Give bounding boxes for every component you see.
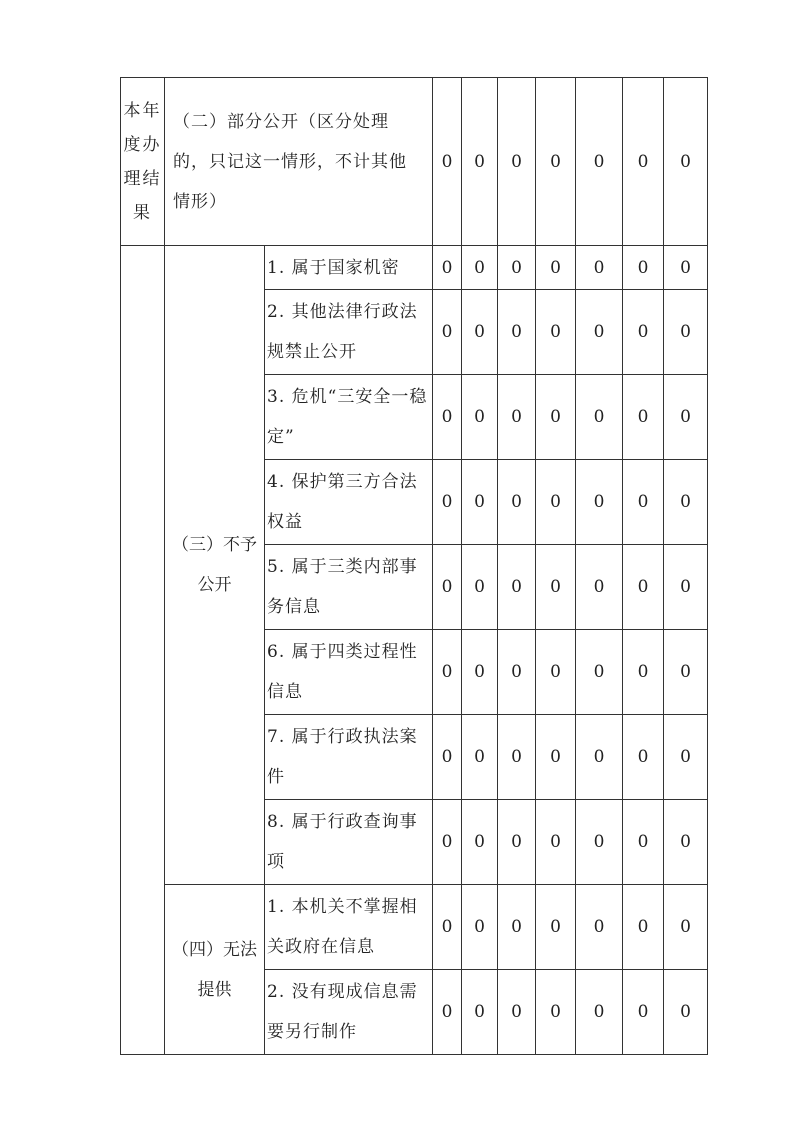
table-cell: 0 [623, 290, 664, 375]
table-cell: 0 [664, 970, 708, 1055]
table-row [121, 246, 708, 290]
table-cell: 0 [433, 885, 462, 970]
table-cell: 0 [433, 800, 462, 885]
table-cell: 0 [536, 375, 576, 460]
table-cell: 0 [498, 290, 536, 375]
cannot-provide-label: （四）无法提供 [165, 885, 265, 1055]
table-cell: 0 [433, 78, 462, 246]
table-cell: 0 [536, 545, 576, 630]
table-cell: 0 [462, 246, 498, 290]
reason-label: 1. 本机关不掌握相关政府在信息 [265, 885, 433, 970]
table-cell: 0 [664, 375, 708, 460]
table-cell: 0 [623, 545, 664, 630]
table-cell: 0 [433, 545, 462, 630]
category-label: 本年度办理结果 [121, 78, 165, 246]
table-cell: 0 [576, 630, 623, 715]
table-cell: 0 [664, 885, 708, 970]
table-cell: 0 [536, 630, 576, 715]
table-cell: 0 [433, 630, 462, 715]
table-cell: 0 [664, 715, 708, 800]
disclosure-results-table [120, 77, 708, 1055]
table-cell: 0 [576, 715, 623, 800]
table-cell: 0 [536, 800, 576, 885]
table-cell: 0 [498, 460, 536, 545]
table-cell: 0 [623, 970, 664, 1055]
table-cell: 0 [623, 375, 664, 460]
table-cell: 0 [462, 545, 498, 630]
table-cell: 0 [433, 375, 462, 460]
table-cell: 0 [664, 290, 708, 375]
reason-label: 8. 属于行政查询事项 [265, 800, 433, 885]
table-cell: 0 [536, 715, 576, 800]
table-cell: 0 [498, 885, 536, 970]
table-cell: 0 [498, 970, 536, 1055]
table-row [121, 78, 708, 246]
reason-label: 6. 属于四类过程性信息 [265, 630, 433, 715]
table-cell: 0 [664, 545, 708, 630]
table-cell: 0 [536, 290, 576, 375]
reason-label: 5. 属于三类内部事务信息 [265, 545, 433, 630]
not-open-label: （三）不予公开 [165, 246, 265, 885]
table-cell: 0 [462, 375, 498, 460]
table-cell: 0 [664, 630, 708, 715]
table-cell: 0 [433, 970, 462, 1055]
table-cell: 0 [462, 460, 498, 545]
table-cell: 0 [498, 246, 536, 290]
reason-label: 3. 危机“三安全一稳定” [265, 375, 433, 460]
table-cell: 0 [536, 78, 576, 246]
table-cell: 0 [623, 78, 664, 246]
table-cell: 0 [623, 630, 664, 715]
table-cell: 0 [462, 800, 498, 885]
category-continuation-cell [121, 246, 165, 1055]
table-cell: 0 [576, 885, 623, 970]
table-cell: 0 [498, 800, 536, 885]
table-row [121, 885, 708, 970]
table-cell: 0 [576, 545, 623, 630]
table-cell: 0 [498, 630, 536, 715]
table-cell: 0 [576, 970, 623, 1055]
table-cell: 0 [498, 78, 536, 246]
table-cell: 0 [462, 630, 498, 715]
table-cell: 0 [433, 460, 462, 545]
table-cell: 0 [462, 885, 498, 970]
table-cell: 0 [433, 290, 462, 375]
table-cell: 0 [498, 715, 536, 800]
table-cell: 0 [664, 78, 708, 246]
table-cell: 0 [462, 715, 498, 800]
table-cell: 0 [433, 715, 462, 800]
table-cell: 0 [623, 460, 664, 545]
table-cell: 0 [498, 545, 536, 630]
table-cell: 0 [576, 290, 623, 375]
table-cell: 0 [664, 460, 708, 545]
table-cell: 0 [536, 246, 576, 290]
table-cell: 0 [576, 78, 623, 246]
reason-label: 1. 属于国家机密 [265, 246, 433, 290]
table-cell: 0 [536, 885, 576, 970]
table-cell: 0 [623, 885, 664, 970]
table-cell: 0 [664, 246, 708, 290]
table-cell: 0 [462, 78, 498, 246]
reason-label: 2. 其他法律行政法规禁止公开 [265, 290, 433, 375]
table-cell: 0 [536, 970, 576, 1055]
table-cell: 0 [576, 800, 623, 885]
table-cell: 0 [623, 246, 664, 290]
table-cell: 0 [462, 970, 498, 1055]
table-cell: 0 [576, 375, 623, 460]
table-cell: 0 [664, 800, 708, 885]
table-cell: 0 [576, 460, 623, 545]
table-cell: 0 [623, 800, 664, 885]
table-cell: 0 [536, 460, 576, 545]
reason-label: 2. 没有现成信息需要另行制作 [265, 970, 433, 1055]
table-cell: 0 [462, 290, 498, 375]
partial-open-label: （二）部分公开（区分处理的，只记这一情形，不计其他情形） [165, 78, 433, 246]
reason-label: 7. 属于行政执法案件 [265, 715, 433, 800]
reason-label: 4. 保护第三方合法权益 [265, 460, 433, 545]
table-cell: 0 [498, 375, 536, 460]
table-cell: 0 [433, 246, 462, 290]
table-cell: 0 [576, 246, 623, 290]
table-cell: 0 [623, 715, 664, 800]
